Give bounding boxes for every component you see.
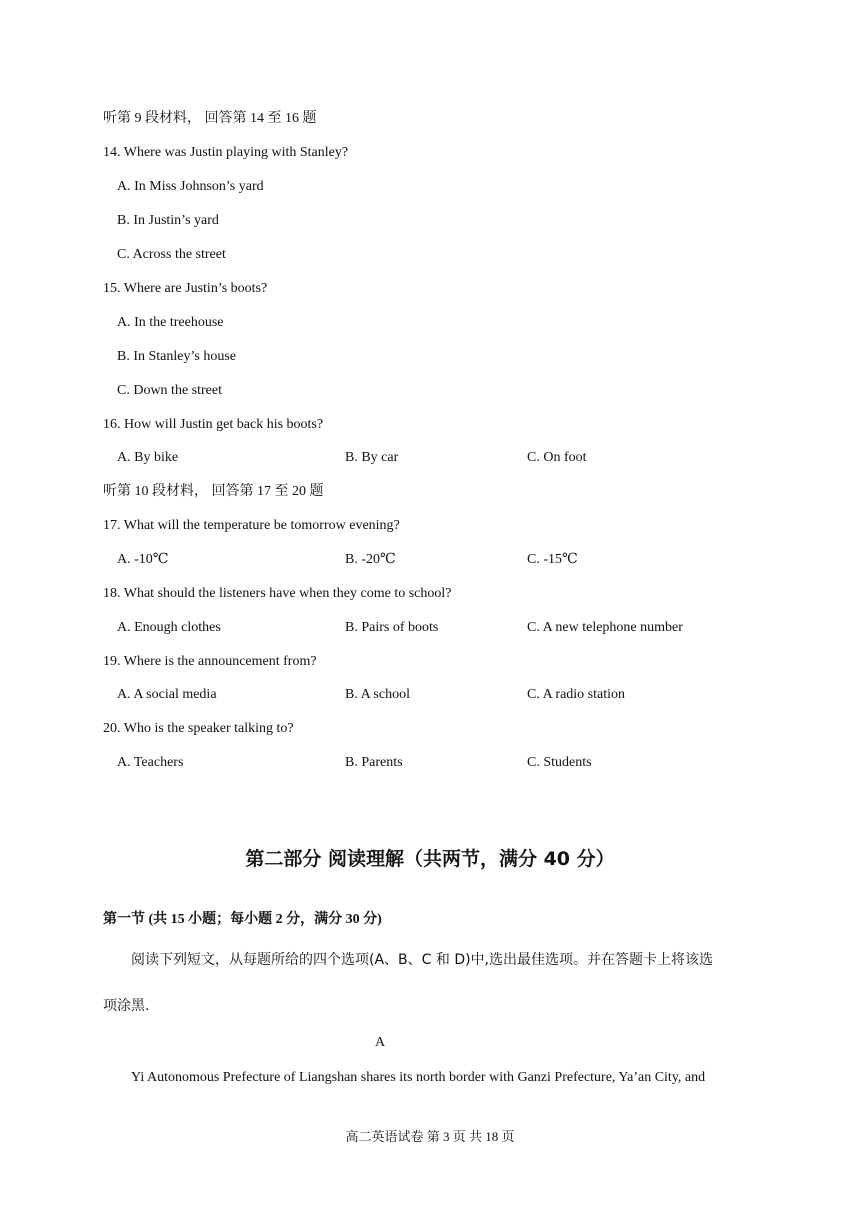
question-17: 17. What will the temperature be tomorrow evening? — [103, 518, 400, 533]
question-15: 15. Where are Justin’s boots? — [103, 281, 268, 296]
q15-option-b: B. In Stanley’s house — [117, 349, 236, 364]
q17-option-a: A. -10℃ — [117, 552, 169, 567]
q20-option-b: B. Parents — [345, 755, 403, 770]
q18-option-a: A. Enough clothes — [117, 620, 221, 635]
q14-option-b: B. In Justin’s yard — [117, 213, 219, 228]
q18-option-c: C. A new telephone number — [527, 620, 683, 635]
question-19: 19. Where is the announcement from? — [103, 654, 317, 669]
instruction-line-2: 项涂黑. — [103, 998, 150, 1014]
question-16: 16. How will Justin get back his boots? — [103, 417, 324, 432]
question-14: 14. Where was Justin playing with Stanley? — [103, 145, 349, 160]
listening-material-9-header: 听第 9 段材料， 回答第 14 至 16 题 — [103, 111, 317, 126]
listening-material-10-header: 听第 10 段材料， 回答第 17 至 20 题 — [103, 484, 324, 499]
q16-option-b: B. By car — [345, 450, 399, 465]
question-20: 20. Who is the speaker talking to? — [103, 721, 294, 736]
part-two-title: 第二部分 阅读理解（共两节，满分 40 分） — [245, 848, 615, 870]
q20-option-a: A. Teachers — [117, 755, 184, 770]
q17-option-c: C. -15℃ — [527, 552, 578, 567]
instruction-line-1: 阅读下列短文，从每题所给的四个选项(A、B、C 和 D)中,选出最佳选项。并在答题卡上将该选 — [131, 952, 714, 968]
q20-option-c: C. Students — [527, 755, 592, 770]
passage-letter: A — [374, 1035, 386, 1050]
question-18: 18. What should the listeners have when they come to school? — [103, 586, 452, 601]
q16-option-c: C. On foot — [527, 450, 587, 465]
q16-option-a: A. By bike — [117, 450, 179, 465]
q15-option-a: A. In the treehouse — [117, 315, 224, 330]
q14-option-a: A. In Miss Johnson’s yard — [117, 179, 264, 194]
q19-option-b: B. A school — [345, 687, 410, 702]
q14-option-c: C. Across the street — [117, 247, 226, 262]
q19-option-a: A. A social media — [117, 687, 217, 702]
section-one-header: 第一节 (共 15 小题；每小题 2 分，满分 30 分) — [103, 912, 382, 927]
q18-option-b: B. Pairs of boots — [345, 620, 439, 635]
page-footer: 高二英语试卷 第 3 页 共 18 页 — [345, 1129, 515, 1144]
q19-option-c: C. A radio station — [527, 687, 625, 702]
passage-text-line-1: Yi Autonomous Prefecture of Liangshan shares its north border with Ganzi Prefecture, Ya’an City, and — [131, 1070, 706, 1085]
q17-option-b: B. -20℃ — [345, 552, 396, 567]
q15-option-c: C. Down the street — [117, 383, 222, 398]
